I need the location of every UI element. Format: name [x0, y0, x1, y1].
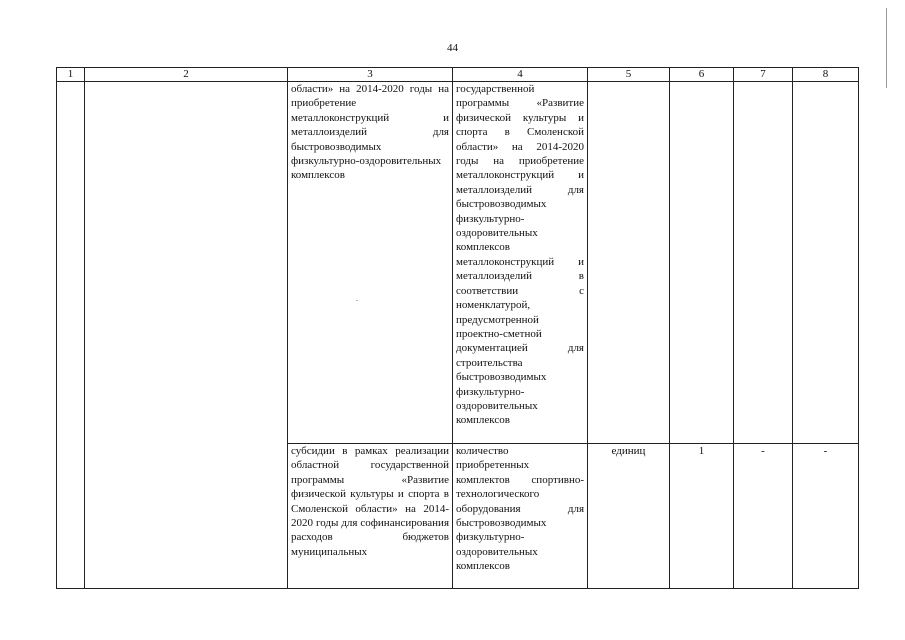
row-cell-col5: единиц [588, 444, 670, 589]
column-header-8: 8 [793, 68, 859, 82]
column-header-5: 5 [588, 68, 670, 82]
scan-edge-line [886, 8, 887, 88]
row-cell-col3: субсидии в рамках реализации областной государственной программы «Развитие физической культуры и спорта в Смоленской области» на 2014-2020 годы для софинансирования расходов бюджетов муниципальных [288, 444, 453, 589]
row-cell-col8: - [793, 444, 859, 589]
row-cell-col1 [57, 82, 85, 589]
row-cell-col8 [793, 82, 859, 444]
column-header-3: 3 [288, 68, 453, 82]
table-row [57, 82, 859, 444]
row-cell-col3: области» на 2014-2020 годы на приобретение металлоконструкций и металлоизделий для быстровозводимых физкультурно-оздоровительных комплексов [288, 82, 453, 444]
column-header-7: 7 [734, 68, 793, 82]
row-cell-col5 [588, 82, 670, 444]
row-cell-col6 [670, 82, 734, 444]
column-header-6: 6 [670, 68, 734, 82]
column-number-row [57, 68, 859, 82]
column-header-2: 2 [85, 68, 288, 82]
column-header-4: 4 [453, 68, 588, 82]
column-header-1: 1 [57, 68, 85, 82]
indicators-table [56, 67, 859, 589]
page-number: 44 [447, 42, 458, 54]
row-cell-col4: количество приобретенных комплектов спортивно-технологического оборудования для быстровозводимых физкультурно-оздоровительных комплексов [453, 444, 588, 589]
row-cell-col7: - [734, 444, 793, 589]
row-cell-col2 [85, 82, 288, 589]
row-cell-col6: 1 [670, 444, 734, 589]
row-cell-col7 [734, 82, 793, 444]
row-cell-col4: государственной программы «Развитие физической культуры и спорта в Смоленской области» на 2014-2020 годы на приобретение металлоконструкций и металлоизделий для быстровозводимых физкультурно-оздоровительных комплексов металлоконструкций и металлоизделий в соответствии с номенклатурой, предусмотренной проектно-сметной документацией для строительства быстровозводимых физкультурно-оздоровительных комплексов [453, 82, 588, 444]
